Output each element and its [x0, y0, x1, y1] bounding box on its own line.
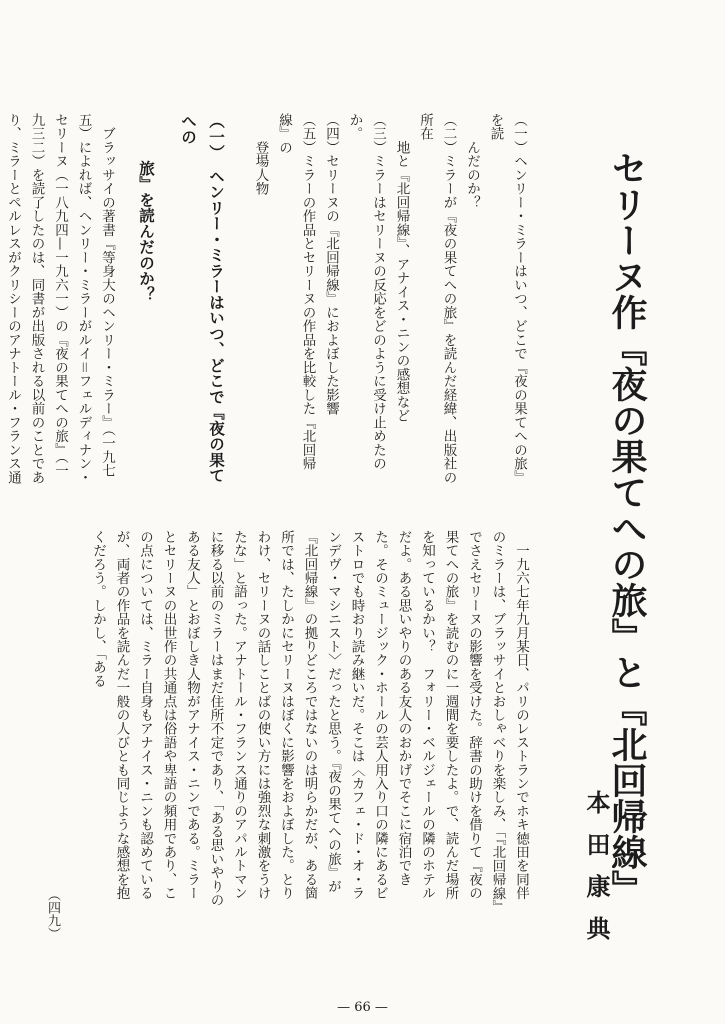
page-folio: — 66 — — [337, 1000, 388, 1015]
section-heading-continued: 旅』を読んだのか？ — [137, 160, 155, 302]
toc-item-2: （二）ミラーが『夜の果てへの旅』を読んだ経緯、出版社の所在 — [417, 113, 457, 485]
section-heading: （一） ヘンリー・ミラーはいつ、どこで『夜の果てへの — [179, 113, 225, 484]
upper-text-block — [5, 113, 530, 488]
toc-item-1-continued: んだのか？ — [464, 140, 480, 210]
article-title: セリーヌ作『夜の果てへの旅』と『北回帰線』 — [606, 150, 647, 906]
kanji-page-number: （四九） — [45, 888, 60, 940]
author-name: 本田康典 — [582, 790, 610, 958]
body-paragraph-2: 一九六七年九月某日、パリのレストランでホキ徳田を同伴のミラーは、ブラッサイとおしゃべりを楽しみ、「『北回帰線』でさえセリーヌの影響を受けた。辞書の助けを借りて『夜の果てへの旅』を読むのに一週間を要したよ。で、読んだ場所を知っているかい？ フォリー・ベルジェールの隣のホテルだよ。ある思いやりのある友人のおかげでそこに宿泊できた。そのミュージック・ホールの芸人用入り口の隣にあるビストロでも時おり読み継いだ。そこは〈カフェ・ド・オ・ランデヴ・マシニスト〉だったと思う。『夜の果てへの旅』が『北回帰線』の拠りどころではないのは明らかだが、ある箇所では、たしかにセリーヌはぼくに影響をおよぼした。とりわけ、セリーヌの話しことばの使い方には強烈な刺激をうけたな」と語った。アナトール・フランス通りのアパルトマンに移る以前のミラーはまだ住所不定であり、「ある思いやりのある友人」とおぼしき人物がアナイス・ニンである。ミラーとセリーヌの出世作の共通点は俗語や卑語の頻用であり、この点については、ミラー自身もアナイス・ニンも認めているが、両者の作品を読んだ一般の人びとも同じような感想を抱くだろう。しかし、「ある — [90, 530, 529, 908]
toc-item-5-continued: 登場人物 — [252, 140, 269, 196]
body-paragraph-1: ブラッサイの著書『等身大のヘンリー・ミラー』（一九七五）によれば、ヘンリー・ミラーがルイ＝フェルディナン・セリーヌ（一八九四—一九六一）の『夜の果てへの旅』（一九三二）を読了したのは、同書が出版される以前のことであり、ミラーとペルレスがクリシーのアナトール・フランス通 — [5, 113, 115, 485]
toc-item-3: （三）ミラーはセリーヌの反応をどのように受け止めたのか。 — [346, 113, 386, 471]
toc-item-2-continued: 地と『北回帰線』、アナイス・ニンの感想など — [393, 140, 410, 423]
toc-item-5: （五）ミラーの作品とセリーヌの作品を比較した『北回帰線』の — [276, 113, 316, 471]
toc-item-4: （四）セリーヌの『北回帰線』におよぼした影響 — [323, 113, 339, 416]
toc-item-1: （一）ヘンリー・ミラーはいつ、どこで『夜の果てへの旅』を読 — [487, 113, 527, 485]
lower-text-block — [66, 530, 532, 910]
